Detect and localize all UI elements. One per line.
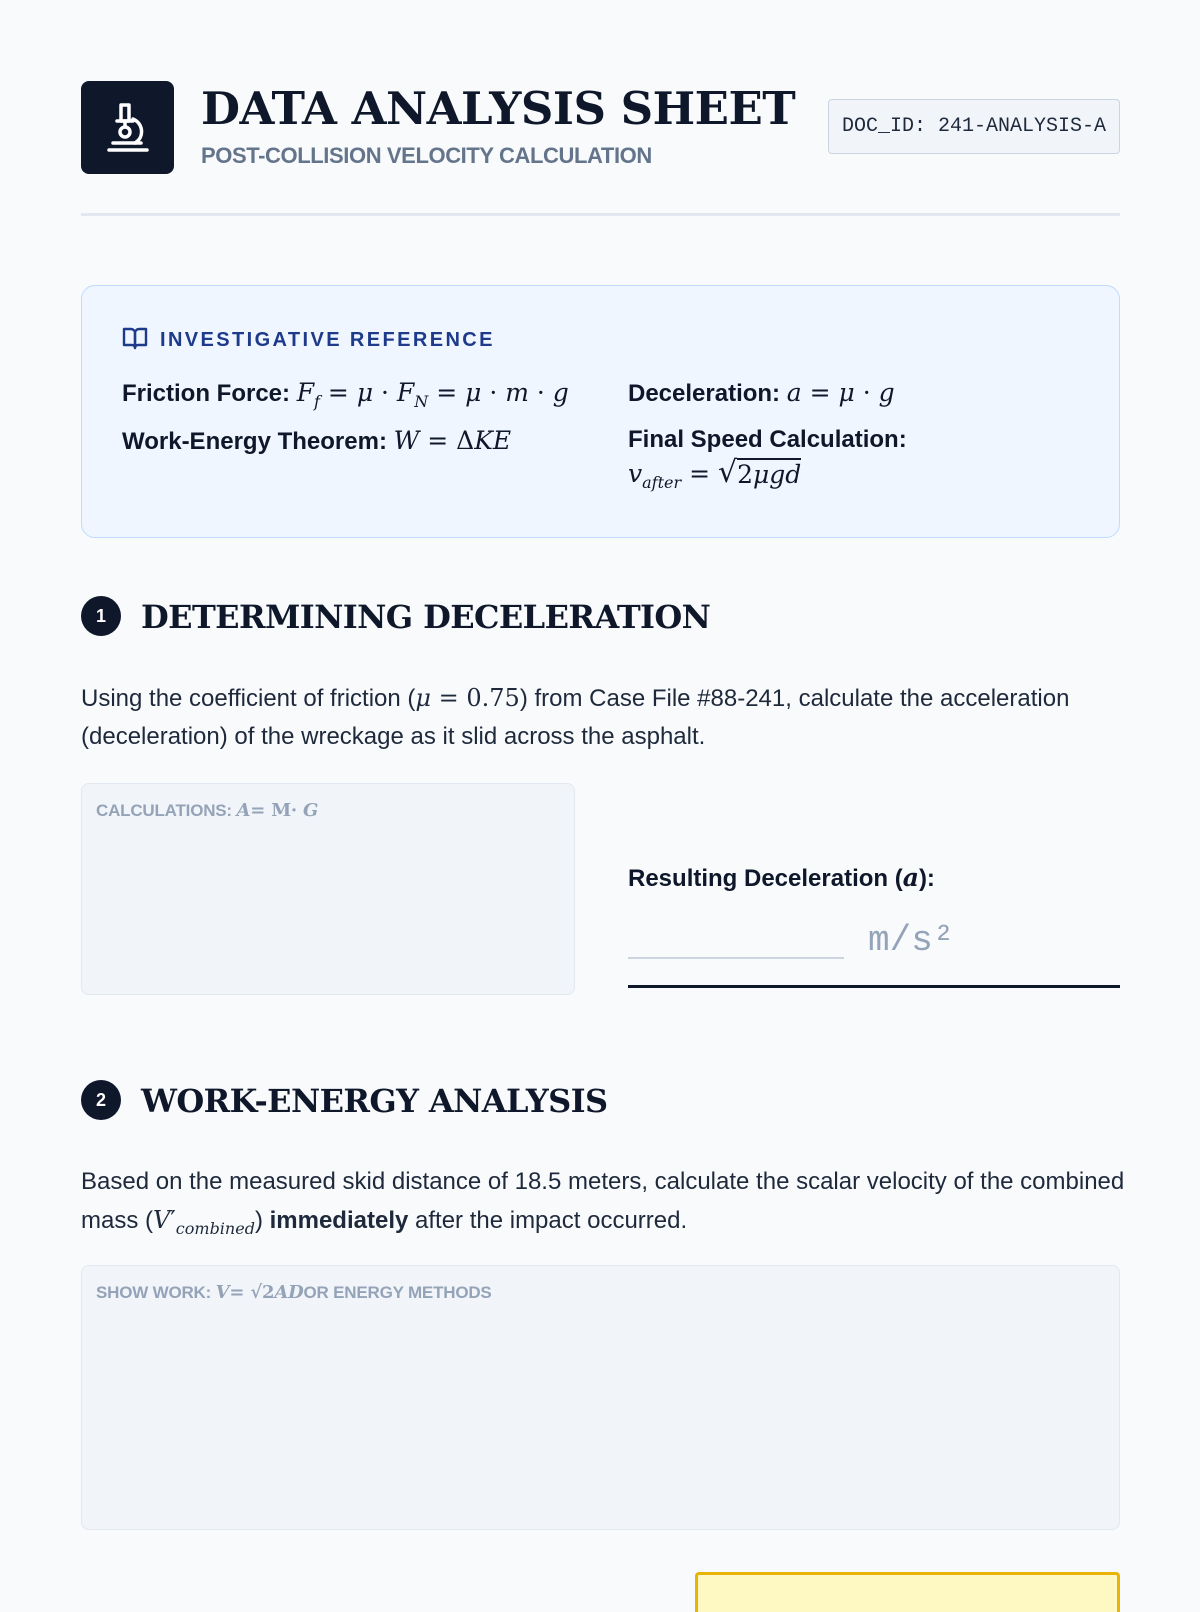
show-work-label: SHOW WORK: V= √2ADOR ENERGY METHODS (96, 1282, 492, 1303)
final-speed-label: Final Speed Calculation: (628, 426, 907, 453)
work-energy-label: Work-Energy Theorem: (122, 428, 387, 455)
section-1-number: 1 (81, 596, 121, 636)
unit-label: m/s² (868, 920, 955, 961)
document-id-badge: DOC_ID: 241-ANALYSIS-A (828, 99, 1120, 154)
calculations-label: CALCULATIONS: A= M· G (96, 800, 319, 821)
result-label: Resulting Deceleration (a): (628, 863, 935, 892)
friction-force-label: Friction Force: (122, 380, 291, 407)
section-1-instructions: Using the coefficient of friction (μ = 0.75) from Case File #88-241, calculate the acceleration (deceleration) of the wreckage as it slid across the asphalt. (81, 684, 1070, 750)
section-2-instructions: Based on the measured skid distance of 18.5 meters, calculate the scalar velocity of the combined mass $(V'_{combined})$ immediately after the impact occurred. (81, 1168, 1125, 1238)
deceleration-formula: Deceleration: a = μ · g (628, 378, 895, 407)
page-title: DATA ANALYSIS SHEET (201, 82, 796, 135)
reference-panel (81, 285, 1120, 538)
reference-header (122, 326, 495, 355)
highlighted-answer-box[interactable] (695, 1572, 1120, 1612)
friction-force-formula: Friction Force: $F_f = \mu \cdot F_N = \mu \cdot m \cdot g$ (122, 378, 569, 411)
section-2-number: 2 (81, 1080, 121, 1120)
microscope-icon (81, 81, 174, 174)
result-underline (628, 985, 1120, 988)
section-1-title: DETERMINING DECELERATION (141, 598, 711, 636)
deceleration-label: Deceleration: (628, 380, 781, 407)
book-icon (122, 326, 148, 355)
final-speed-formula: $v_{after}$ = √ 2μgd (628, 455, 802, 492)
reference-title: INVESTIGATIVE REFERENCE (160, 329, 495, 351)
show-work-area[interactable] (81, 1265, 1120, 1530)
header-divider (81, 213, 1120, 216)
page-subtitle: POST-COLLISION VELOCITY CALCULATION (201, 143, 652, 168)
deceleration-answer-field[interactable] (628, 957, 844, 959)
section-2-title: WORK-ENERGY ANALYSIS (141, 1082, 608, 1120)
calculations-area[interactable] (81, 783, 575, 995)
work-energy-formula: Work-Energy Theorem: W = ΔKE (122, 426, 512, 455)
